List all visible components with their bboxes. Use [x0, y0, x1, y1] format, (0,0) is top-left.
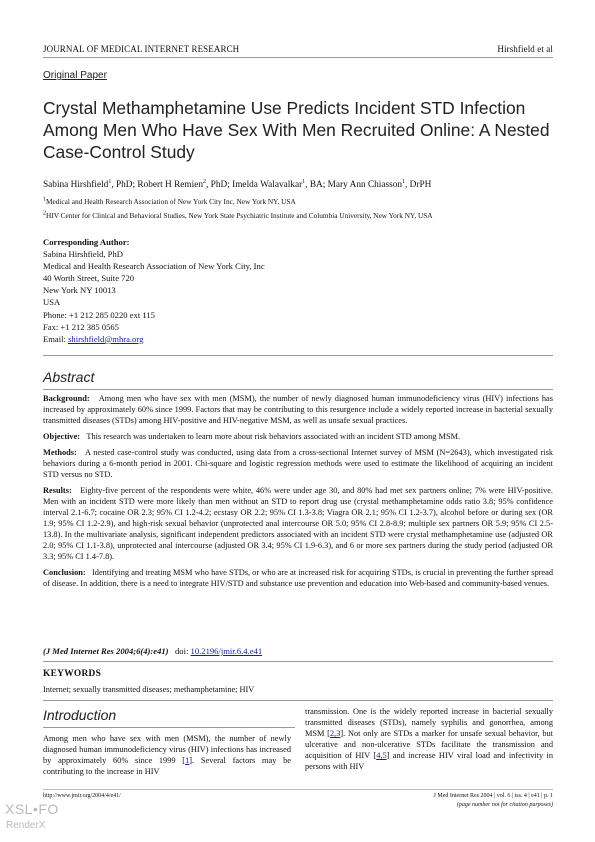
affiliation-number: 2 [43, 210, 46, 217]
abstract-text: Among men who have sex with men (MSM), the number of newly diagnosed human immunodeficiency virus (HIV) infections has increased by approximately 60% since 1999. Factors that may be contributing to this resurgence include a widely reported increase in bacterial sexually transmitted diseases (STDs) among HIV-positive and HIV-negative MSM, as well as unsafe sexual practices. [43, 394, 553, 426]
keywords-heading: KEYWORDS [43, 669, 102, 679]
abstract-body [43, 393, 553, 594]
abstract-text: A nested case-control study was conducted, using data from a cross-sectional Internet survey of MSM (N=2643), which investigated risk behaviors during a 6-month period in 2001. Chi-square and logistic regression methods were used to estimate the likelihood of acquiring an incident STD versus no STD. [43, 447, 554, 479]
introduction-top-rule [43, 700, 553, 701]
corresponding-author [43, 236, 265, 345]
footer-url: http://www.jmir.org/2004/4/e41/ [43, 793, 121, 799]
abstract-heading-rule [43, 389, 553, 390]
article-type: Original Paper [43, 70, 107, 81]
email-link[interactable]: shirshfield@mhra.org [68, 333, 144, 344]
abstract-results [43, 485, 553, 562]
author-degree: , PhD; [206, 180, 233, 190]
paragraph-text: Among men who have sex with men (MSM), the number of newly diagnosed human immunodeficiency virus (HIV) infections has increased by approximately 60% since 1999 [43, 734, 291, 765]
paragraph-text: and increase HIV viral load and infectivity in persons with HIV [305, 751, 553, 771]
author-name: Sabina Hirshfield [43, 180, 109, 190]
corresponding-heading: Corresponding Author: [43, 237, 130, 247]
paragraph-text: Several factors may be contributing to the increase in HIV [43, 756, 291, 776]
corresponding-line: Sabina Hirshfield, PhD [43, 249, 123, 260]
citation-text: (J Med Internet Res 2004;6(4):e41) [43, 646, 169, 656]
journal-name: JOURNAL OF MEDICAL INTERNET RESEARCH [43, 44, 240, 54]
affiliation-marker: 1 [302, 178, 306, 185]
abstract-label: Objective: [43, 431, 81, 441]
author-name: Imelda Walavalkar [232, 180, 303, 190]
corresponding-line: New York NY 10013 [43, 285, 116, 296]
corresponding-line: USA [43, 297, 61, 308]
author-name: Mary Ann Chiasson [327, 180, 403, 190]
abstract-objective [43, 431, 553, 442]
renderx-logo-bottom: RenderX [6, 820, 46, 831]
abstract-top-rule [43, 355, 553, 356]
email-label: Email: [43, 333, 69, 344]
keywords-text: Internet; sexually transmitted diseases; methamphetamine; HIV [43, 685, 255, 694]
affiliation-marker: 1 [108, 178, 112, 185]
corresponding-line: Medical and Health Research Association of New York City, Inc [43, 261, 265, 272]
affiliation-number: 1 [43, 196, 46, 203]
reference-link[interactable]: 2,3 [329, 729, 341, 738]
author-degree: , DrPH [405, 180, 432, 190]
affiliation-marker: 1 [402, 178, 406, 185]
abstract-label: Results: [43, 485, 72, 495]
abstract-methods [43, 447, 553, 480]
corresponding-line: Fax: +1 212 385 0565 [43, 321, 119, 332]
affiliation-marker: 2 [203, 178, 207, 185]
doi-label: doi: [175, 646, 189, 656]
reference-link[interactable]: 1 [185, 756, 190, 765]
running-authors: Hirshfield et al [497, 44, 553, 54]
introduction-heading-rule [43, 727, 295, 728]
abstract-label: Methods: [43, 447, 77, 457]
affiliation-text: Medical and Health Research Association of New York City Inc, New York NY, USA [46, 197, 296, 206]
affiliation-1 [43, 197, 296, 206]
affiliation-2 [43, 211, 433, 220]
footer-rule [43, 789, 553, 790]
reference-link[interactable]: 4,5 [376, 751, 387, 760]
abstract-label: Conclusion: [43, 567, 86, 577]
introduction-heading: Introduction [43, 707, 117, 723]
affiliation-text: HIV Center for Clinical and Behavioral Studies, New York State Psychiatric Institute and Columbia University, New York NY, USA [46, 211, 433, 220]
abstract-heading: Abstract [43, 369, 95, 385]
footer-note: (page number not for citation purposes) [456, 802, 553, 808]
header-rule [43, 57, 553, 58]
introduction-left-column: Among men who have sex with men (MSM), the number of newly diagnosed human immunodeficiency virus (HIV) infections has increased by approximately 60% since 1999 [1]. Several factors may be contributing to the increase in HIV [43, 734, 291, 776]
abstract-text: Eighty-five percent of the respondents were white, 46% were under age 30, and 80% had met sex partners online; 7% were HIV-positive. Men with an incident STD were more likely than men without an STD to report drug use (crystal methamphetamine odds ratio 3.8; 95% confidence interval 2.1-6.7; cocaine OR 2.3; 95% CI 1.2-4.2; ecstasy OR 2.2; 95% CI 1.3-3.8; Viagra OR 2.1; 95% CI 1.2-3.7), alcohol before or during sex (OR 1.9; 95% CI 1.2-2.9), and high-risk sexual behavior (unprotected anal intercourse OR 5.0; 95% CI 2.8-8.9; multiple sex partners OR 5.9; 95% CI 2.5-13.8). In the multivariate analysis, significant independent predictors associated with an incident STD were crystal methamphetamine use (adjusted OR 2.0; 95% CI 1.1-3.8), unprotected anal intercourse (adjusted OR 3.4; 95% CI 1.9-6.3), and 6 or more sex partners during the study period (adjusted OR 3.3; 95% CI 1.4-7.8). [43, 485, 553, 561]
doi-link[interactable]: 10.2196/jmir.6.4.e41 [190, 646, 263, 656]
paragraph-text: transmission. One is the widely reported increase in bacterial sexually transmitted diseases (STDs), namely syphilis and gonorrhea, among MSM [305, 707, 553, 738]
introduction-right-column: transmission. One is the widely reported increase in bacterial sexually transmitted diseases (STDs), namely syphilis and gonorrhea, among MSM [2,3]. Not only are STDs a marker for unsafe sexual behavior, but ulcerative and non-ulcerative STDs facilitate the transmission and acquisition of HIV [4,5] and increase HIV viral load and infectivity in persons with HIV [305, 707, 553, 771]
corresponding-line: 40 Worth Street, Suite 720 [43, 273, 135, 284]
author-name: Robert H Remien [137, 180, 204, 190]
renderx-logo-top: XSL•FO [5, 801, 59, 817]
abstract-background [43, 393, 553, 426]
citation-line [43, 646, 262, 656]
keywords-rule [43, 661, 553, 662]
author-list [43, 180, 431, 190]
abstract-label: Background: [43, 394, 90, 403]
abstract-text: Identifying and treating MSM who have STDs, or who are at increased risk for acquiring STDs, is crucial in preventing the further spread of disease. In addition, there is a need to integrate HIV/STD and substance use prevention and education into Web-based and community-based venues. [43, 567, 553, 588]
email-line [43, 333, 265, 345]
abstract-text: This research was undertaken to learn more about risk behaviors associated with an incident STD among MSM. [86, 431, 461, 441]
footer-citation: J Med Internet Res 2004 | vol. 6 | iss. 4 | e41 | p. 1 [433, 793, 553, 799]
corresponding-line: Phone: +1 212 285 0220 ext 115 [43, 309, 155, 320]
paragraph-text: Not only are STDs a marker for unsafe sexual behavior, but ulcerative and non-ulcerative STDs facilitate the transmission and acquisition of HIV [305, 729, 553, 760]
article-title: Crystal Methamphetamine Use Predicts Incident STD Infection Among Men Who Have Sex With Men Recruited Online: A Nested Case-Control Study [43, 98, 550, 162]
author-degree: , PhD; [111, 180, 138, 190]
abstract-conclusion [43, 567, 553, 589]
author-degree: , BA; [305, 180, 328, 190]
